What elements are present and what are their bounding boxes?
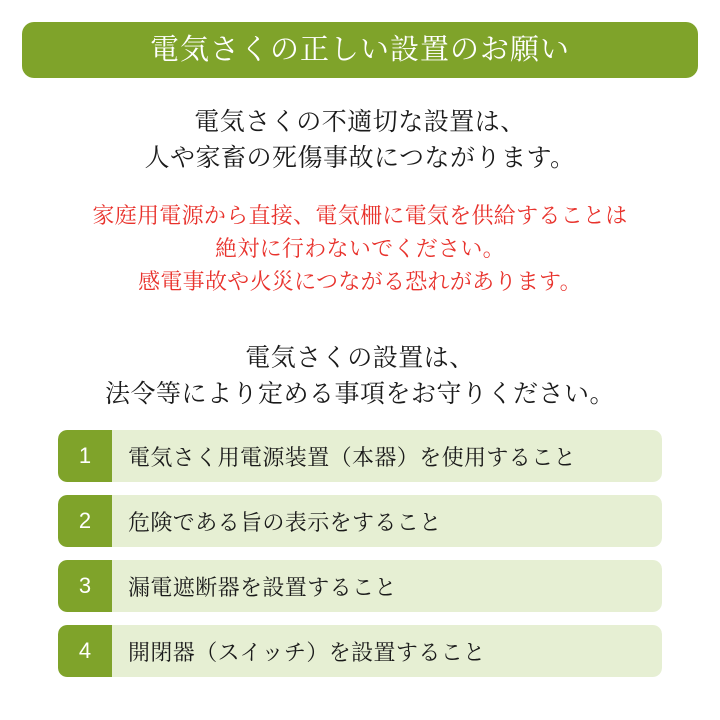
page-title: 電気さくの正しい設置のお願い	[149, 33, 570, 66]
lead-paragraph	[144, 104, 575, 177]
header-banner	[22, 22, 698, 78]
rule-number: 1	[58, 430, 112, 482]
warning-line-2: 絶対に行わないでください。	[215, 235, 505, 261]
rule-text: 開閉器（スイッチ）を設置すること	[112, 625, 662, 677]
lead-line-1: 電気さくの不適切な設置は、	[194, 108, 526, 136]
lead-line-2: 人や家畜の死傷事故につながります。	[144, 144, 576, 173]
subhead-line-1: 電気さくの設置は、	[245, 343, 475, 372]
rule-text: 電気さく用電源装置（本器）を使用すること	[112, 430, 662, 482]
warning-paragraph	[92, 199, 627, 298]
list-item	[58, 560, 662, 612]
rule-text: 危険である旨の表示をすること	[112, 495, 662, 547]
warning-line-3: 感電事故や火災につながる恐れがあります。	[138, 268, 582, 294]
list-item	[58, 495, 662, 547]
rule-number: 2	[58, 495, 112, 547]
warning-line-1: 家庭用電源から直接、電気柵に電気を供給することは	[92, 202, 628, 228]
subhead-line-2: 法令等により定める事項をお守りください。	[104, 379, 615, 408]
subhead-paragraph	[105, 340, 615, 413]
rule-number: 3	[58, 560, 112, 612]
rule-number: 4	[58, 625, 112, 677]
rules-list	[58, 430, 662, 677]
rule-text: 漏電遮断器を設置すること	[112, 560, 662, 612]
list-item	[58, 625, 662, 677]
list-item	[58, 430, 662, 482]
